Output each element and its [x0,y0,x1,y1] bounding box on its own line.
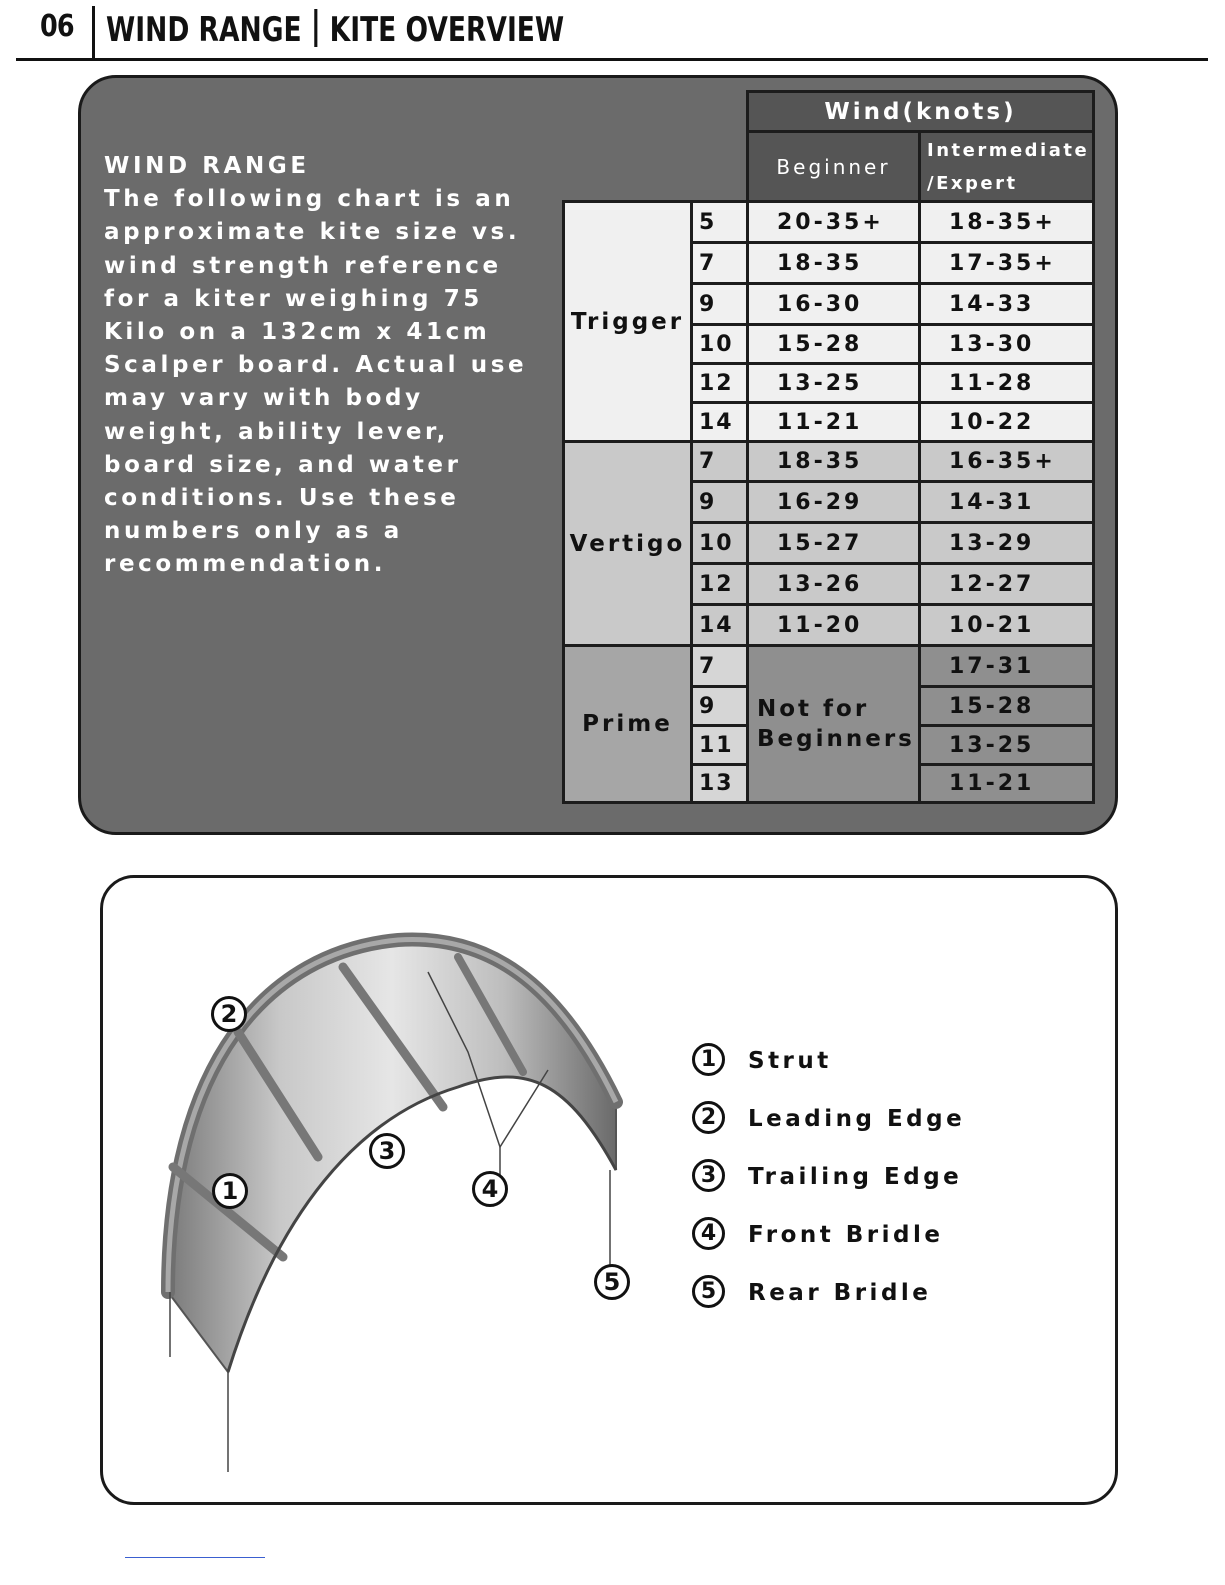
legend-number: 3 [692,1159,725,1192]
intermediate-range: 10-22 [920,403,1094,442]
legend-item-front-bridle [690,1214,990,1254]
header-wind-knots: Wind(knots) [748,92,1094,132]
wind-range-heading: WIND RANGE [104,153,310,179]
legend-item-rear-bridle [690,1272,990,1312]
title-separator [314,9,317,47]
legend-label: Rear Bridle [748,1280,932,1306]
kite-name-trigger: Trigger [564,202,692,442]
title-kite-overview: KITE OVERVIEW [329,10,565,50]
size-cell: 10 [692,325,748,364]
size-cell: 14 [692,605,748,646]
size-cell: 5 [692,202,748,243]
note-line2: Beginners [757,726,915,752]
size-cell: 7 [692,646,748,687]
callout-1: 1 [212,1173,248,1209]
beginner-range: 11-21 [748,403,920,442]
intermediate-range: 11-28 [920,364,1094,403]
beginner-range: 18-35 [748,243,920,284]
legend-item-strut [690,1040,990,1080]
legend-number: 5 [692,1275,725,1308]
beginner-range: 16-30 [748,284,920,325]
legend-label: Leading Edge [748,1106,966,1132]
size-cell: 10 [692,523,748,564]
intermediate-range: 16-35+ [920,442,1094,482]
kite-name-prime: Prime [564,646,692,803]
beginner-range: 13-26 [748,564,920,605]
page-number: 06 [40,9,74,44]
callout-2: 2 [211,996,247,1032]
intermediate-range: 13-25 [920,726,1094,765]
page-header [16,0,1208,61]
intermediate-range: 13-30 [920,325,1094,364]
beginner-range: 11-20 [748,605,920,646]
intermediate-range: 18-35+ [920,202,1094,243]
page-title [106,9,564,50]
size-cell: 9 [692,284,748,325]
header-divider [92,6,95,60]
intermediate-range: 14-31 [920,482,1094,523]
beginner-range: 15-28 [748,325,920,364]
beginner-range: 20-35+ [748,202,920,243]
legend-item-trailing-edge [690,1156,990,1196]
intermediate-range: 17-35+ [920,243,1094,284]
legend-number: 1 [692,1043,725,1076]
callout-3: 3 [369,1133,405,1169]
size-cell: 9 [692,482,748,523]
wind-range-table [562,90,1095,804]
beginner-range: 13-25 [748,364,920,403]
footer-underline [125,1557,265,1558]
title-wind-range: WIND RANGE [106,10,302,50]
legend-label: Strut [748,1048,832,1074]
wind-range-body: The following chart is an approximate kite size vs. wind strength reference for a kiter weighing 75 Kilo on a 132cm x 41cm Scalper board. Actual use may vary with body weight, ability lever, board size, and water conditions. Use these numbers only as a recommendation. [104,186,528,578]
intermediate-range: 17-31 [920,646,1094,687]
size-cell: 11 [692,726,748,765]
legend-label: Trailing Edge [748,1164,963,1190]
note-line1: Not for [757,696,870,722]
size-cell: 7 [692,442,748,482]
intermediate-range: 10-21 [920,605,1094,646]
legend-number: 2 [692,1101,725,1134]
legend-item-leading-edge [690,1098,990,1138]
header-intermediate-line2: /Expert [927,172,1018,194]
header-intermediate-line1: Intermediate [927,139,1090,161]
size-cell: 12 [692,564,748,605]
wind-range-description [104,150,544,582]
not-for-beginners-note [748,646,920,803]
header-intermediate [920,132,1094,202]
callout-4: 4 [472,1171,508,1207]
callout-5: 5 [594,1264,630,1300]
intermediate-range: 14-33 [920,284,1094,325]
legend-number: 4 [692,1217,725,1250]
kite-name-vertigo: Vertigo [564,442,692,646]
header-beginner: Beginner [748,132,920,202]
size-cell: 7 [692,243,748,284]
intermediate-range: 11-21 [920,765,1094,803]
intermediate-range: 15-28 [920,687,1094,726]
beginner-range: 15-27 [748,523,920,564]
size-cell: 12 [692,364,748,403]
beginner-range: 16-29 [748,482,920,523]
legend-label: Front Bridle [748,1222,944,1248]
size-cell: 13 [692,765,748,803]
intermediate-range: 12-27 [920,564,1094,605]
size-cell: 9 [692,687,748,726]
size-cell: 14 [692,403,748,442]
intermediate-range: 13-29 [920,523,1094,564]
beginner-range: 18-35 [748,442,920,482]
